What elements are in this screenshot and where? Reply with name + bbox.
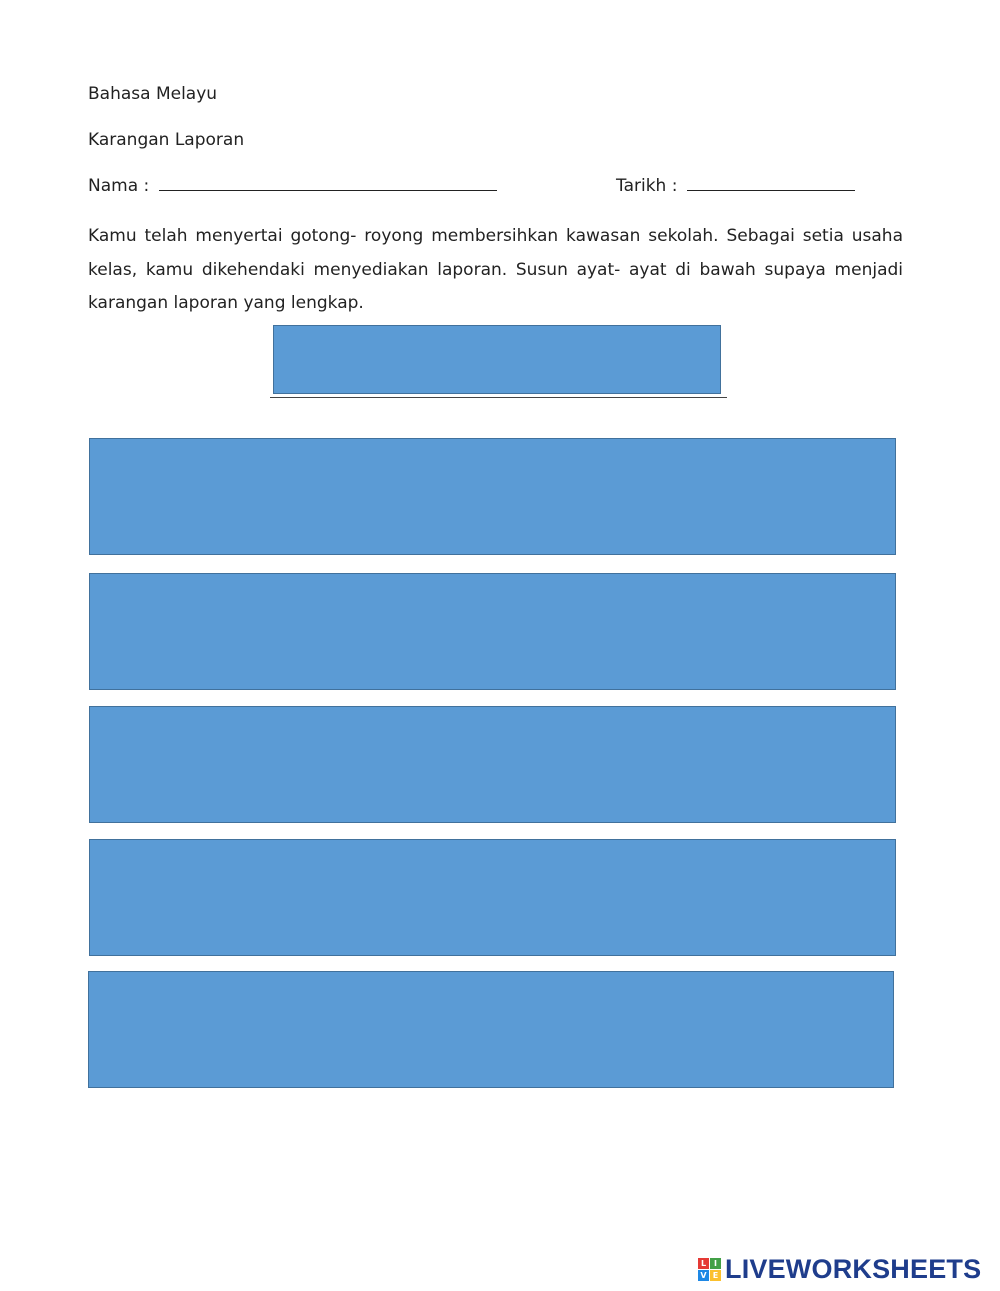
logo-letter-e: E: [710, 1270, 721, 1281]
liveworksheets-logo: [698, 1253, 981, 1285]
logo-letter-l: L: [698, 1258, 709, 1269]
paragraph-drop-box-3[interactable]: [89, 706, 896, 823]
name-blank-line: [159, 176, 497, 191]
paragraph-drop-box-5[interactable]: [88, 971, 894, 1088]
instruction-text: Kamu telah menyertai gotong- royong membersihkan kawasan sekolah. Sebagai setia usaha kelas, kamu dikehendaki menyediakan laporan. Susun ayat- ayat di bawah supaya menjadi karangan laporan yang lengkap.: [88, 226, 903, 313]
paragraph-drop-box-1[interactable]: [89, 438, 896, 555]
title-underline: [270, 397, 727, 398]
paragraph-drop-box-4[interactable]: [89, 839, 896, 956]
topic-heading: Karangan Laporan: [88, 130, 245, 150]
name-label: Nama :: [88, 176, 150, 196]
subject-heading: Bahasa Melayu: [88, 84, 218, 104]
date-blank-line: [687, 176, 855, 191]
liveworksheets-wordmark: LIVEWORKSHEETS: [725, 1253, 982, 1284]
logo-letter-i: I: [710, 1258, 721, 1269]
logo-letter-v: V: [698, 1270, 709, 1281]
date-row: [616, 176, 855, 196]
title-drop-box[interactable]: [273, 325, 721, 394]
liveworksheets-logo-icon: [698, 1258, 721, 1281]
date-label: Tarikh :: [616, 176, 678, 196]
name-row: [88, 176, 497, 196]
paragraph-drop-box-2[interactable]: [89, 573, 896, 690]
